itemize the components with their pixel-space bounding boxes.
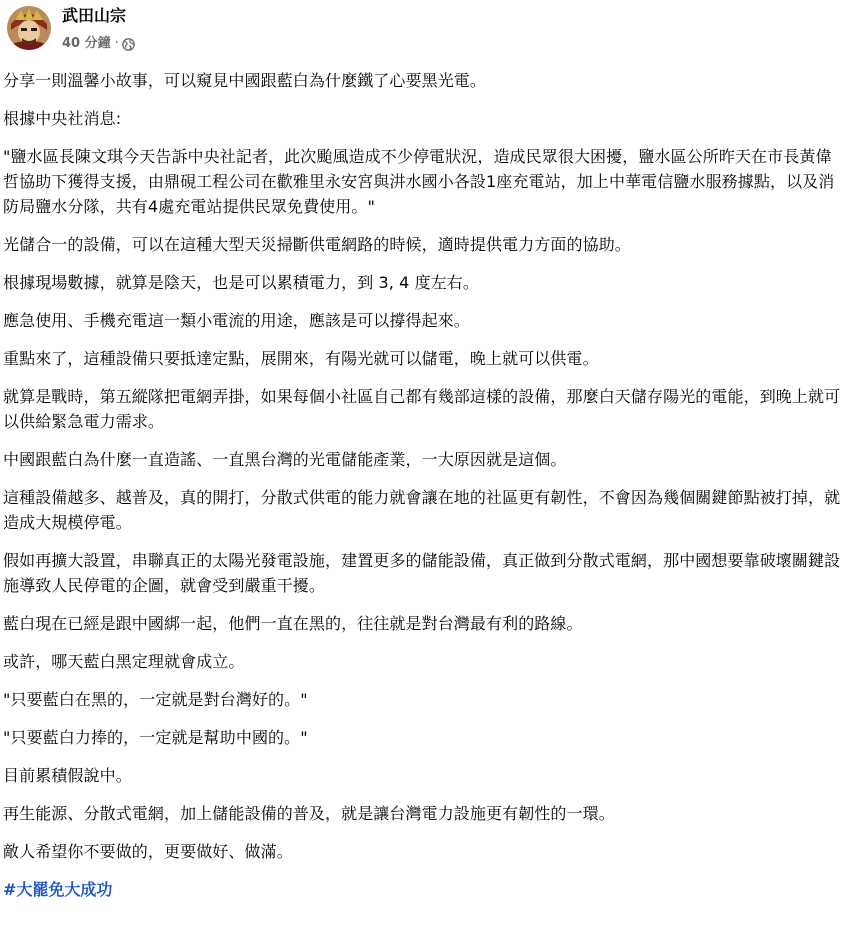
post-meta [62, 35, 135, 53]
post-paragraph: 或許，哪天藍白黑定理就會成立。 [3, 652, 245, 671]
post-paragraph: 根據中央社消息: [3, 109, 122, 128]
post-paragraph: 就算是戰時，第五縱隊把電網弄掛，如果每個小社區自己都有幾部這樣的設備，那麼白天儲存陽光的電能，到晚上就可以供給緊急電力需求。 [3, 387, 841, 431]
post-paragraph: 根據現場數據，就算是陰天，也是可以累積電力，到 3, 4 度左右。 [3, 273, 480, 292]
post-paragraph: "只要藍白在黑的，一定就是對台灣好的。" [3, 690, 308, 709]
post-paragraph: 分享一則溫馨小故事，可以窺見中國跟藍白為什麼鐵了心要黑光電。 [3, 71, 487, 90]
post-paragraph: 目前累積假說中。 [3, 766, 132, 785]
post-paragraph: 這種設備越多、越普及，真的開打，分散式供電的能力就會讓在地的社區更有韌性，不會因為幾個關鍵節點被打掉，就造成大規模停電。 [3, 488, 841, 532]
avatar-icon[interactable] [7, 6, 51, 50]
post-paragraph: 藍白現在已經是跟中國綁一起，他們一直在黑的，往往就是對台灣最有利的路線。 [3, 614, 583, 633]
author-name[interactable]: 武田山宗 [62, 6, 127, 25]
post-paragraph: 中國跟藍白為什麼一直造謠、一直黑台灣的光電儲能產業，一大原因就是這個。 [3, 450, 567, 469]
post-paragraph: 光儲合一的設備，可以在這種大型天災掃斷供電網路的時候，適時提供電力方面的協助。 [3, 235, 631, 254]
post-header [3, 0, 844, 68]
globe-icon[interactable] [122, 38, 135, 51]
post-paragraph: "鹽水區長陳文琪今天告訴中央社記者，此次颱風造成不少停電狀況，造成民眾很大困擾，鹽水區公所昨天在市長黃偉哲協助下獲得支援，由鼎硯工程公司在歡雅里永安宮與汫水國小各設1座充電站，加上中華電信鹽水服務據點，以及消防局鹽水分隊，共有4處充電站提供民眾免費使用。" [3, 147, 835, 216]
post-paragraph: 應急使用、手機充電這一類小電流的用途，應該是可以撐得起來。 [3, 311, 470, 330]
post-time[interactable]: 40 分鐘 [62, 36, 111, 51]
post-paragraph: 重點來了，這種設備只要抵達定點，展開來，有陽光就可以儲電，晚上就可以供電。 [3, 349, 599, 368]
hashtag-link[interactable]: #大罷免大成功 [3, 880, 113, 899]
post-content [3, 68, 844, 902]
post-paragraph: 敵人希望你不要做的，更要做好、做滿。 [3, 842, 293, 861]
meta-separator: · [114, 36, 119, 51]
post-paragraph: 再生能源、分散式電網，加上儲能設備的普及，就是讓台灣電力設施更有韌性的一環。 [3, 804, 615, 823]
post-paragraph: "只要藍白力捧的，一定就是幫助中國的。" [3, 728, 308, 747]
post-paragraph: 假如再擴大設置，串聯真正的太陽光發電設施，建置更多的儲能設備，真正做到分散式電網，那中國想要靠破壞關鍵設施導致人民停電的企圖，就會受到嚴重干擾。 [3, 551, 841, 595]
